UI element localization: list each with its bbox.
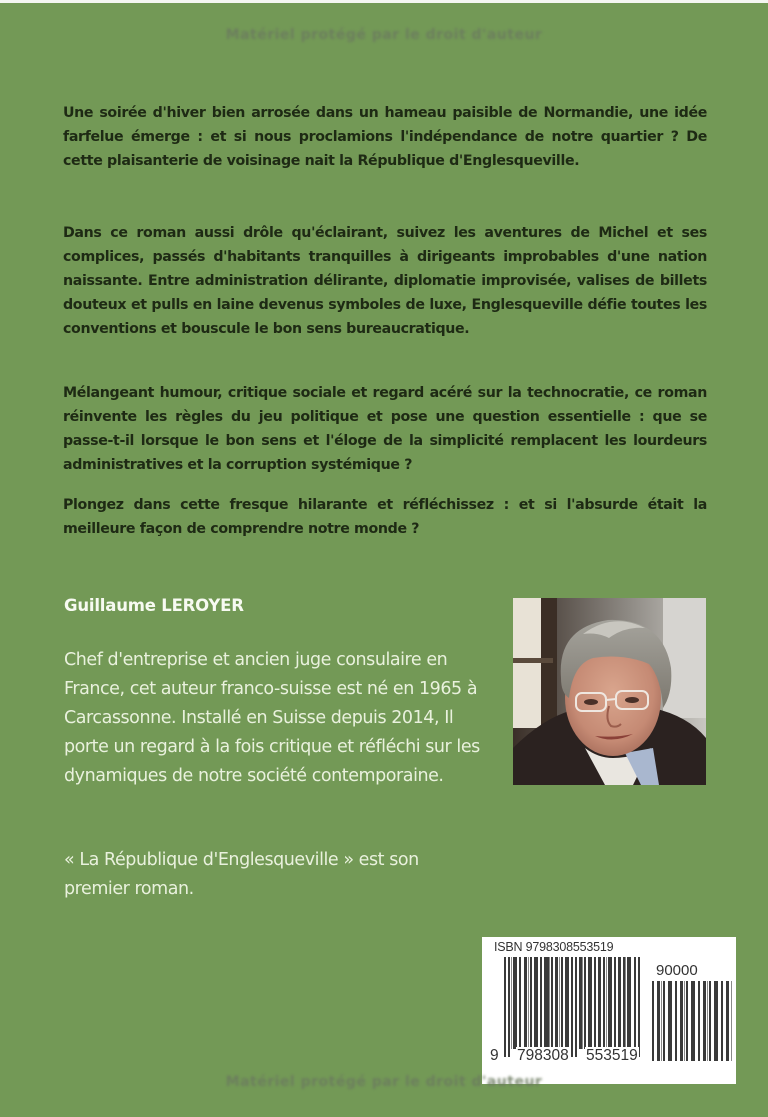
top-edge-strip xyxy=(0,0,768,3)
barcode-digits-group-2: 553519 xyxy=(586,1047,638,1064)
blurb-paragraph-4: Plongez dans cette fresque hilarante et réfléchissez : et si l'absurde était la meilleure façon de comprendre notre monde ? xyxy=(63,497,707,537)
author-photo xyxy=(513,598,706,785)
barcode-price-code: 90000 xyxy=(656,962,698,979)
barcode-digits xyxy=(482,1047,662,1067)
barcode-addon-bars xyxy=(652,981,734,1061)
blurb-paragraph-2: Dans ce roman aussi drôle qu'éclairant, suivez les aventures de Michel et ses complices, passés d'habitants tranquilles à dirigeants improbables d'une nation naissante. Entre administration délirante, diplomatie improvisée, valises de billets douteux et pulls en laine devenus symboles de luxe, Englesqueville défie toutes les conventions et bouscule le bon sens bureaucratique. xyxy=(63,225,707,337)
author-bio: Chef d'entreprise et ancien juge consulaire en France, cet auteur franco-suisse est né en 1965 à Carcassonne. Installé en Suisse depuis 2014, Il porte un regard à la fois critique et réfléchi sur les dynamiques de notre société contemporaine. xyxy=(64,650,480,786)
barcode-digits-group-1: 798308 xyxy=(517,1047,569,1064)
copyright-watermark-bottom: Matériel protégé par le droit d'auteur xyxy=(225,1074,543,1090)
barcode-main-bars xyxy=(504,957,644,1057)
blurb-paragraph-3: Mélangeant humour, critique sociale et regard acéré sur la technocratie, ce roman réinvente les règles du jeu politique et pose une question essentielle : que se passe-t-il lorsque le bon sens et l'éloge de la simplicité remplacent les lourdeurs administratives et la corruption systémique ? xyxy=(63,385,707,473)
author-portrait-illustration xyxy=(513,598,706,785)
copyright-watermark-top: Matériel protégé par le droit d'auteur xyxy=(225,27,543,43)
blurb-paragraph-1: Une soirée d'hiver bien arrosée dans un hameau paisible de Normandie, une idée farfelue émerge : et si nous proclamions l'indépendance de notre quartier ? De cette plaisanterie de voisinage nait la République d'Englesqueville. xyxy=(63,105,707,169)
author-name: Guillaume LEROYER xyxy=(64,596,244,615)
barcode-digit-first: 9 xyxy=(490,1047,499,1064)
isbn-label: ISBN 9798308553519 xyxy=(494,940,614,954)
first-novel-note: « La République d'Englesqueville » est son premier roman. xyxy=(64,850,419,899)
isbn-barcode xyxy=(482,937,736,1084)
